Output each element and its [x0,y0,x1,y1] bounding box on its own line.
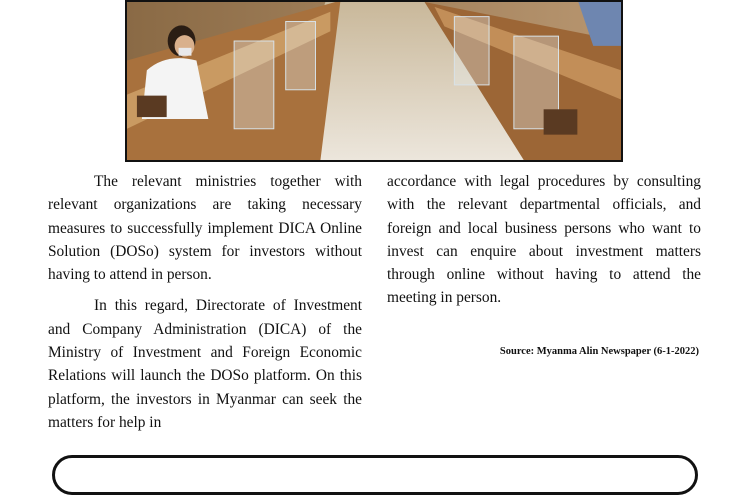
article-paragraph-1: The relevant ministries together with relevant organizations are taking necessary measures to successfully implement DICA Online Solution (DOSo) system for investors without having to attend in person. [48,173,362,284]
article-source: Source: Myanma Alin Newspaper (6-1-2022) [499,346,699,357]
bottom-rounded-box [52,455,698,495]
article-left-column [48,170,362,442]
photo-illustration [127,2,621,160]
article-paragraph-2: In this regard, Directorate of Investment and Company Administration (DICA) of the Ministry of Investment and Foreign Economic Relations will launch the DOSo platform. On this platform, the investors in Myanmar can seek the matters for help in [48,297,362,431]
meeting-room-photo [125,0,623,162]
article-right-column [387,170,701,318]
article-paragraph-3: accordance with legal procedures by consulting with the relevant departmental officials, and foreign and local business persons who want to invest can enquire about investment matters through online without having to attend the meeting in person. [387,173,701,307]
